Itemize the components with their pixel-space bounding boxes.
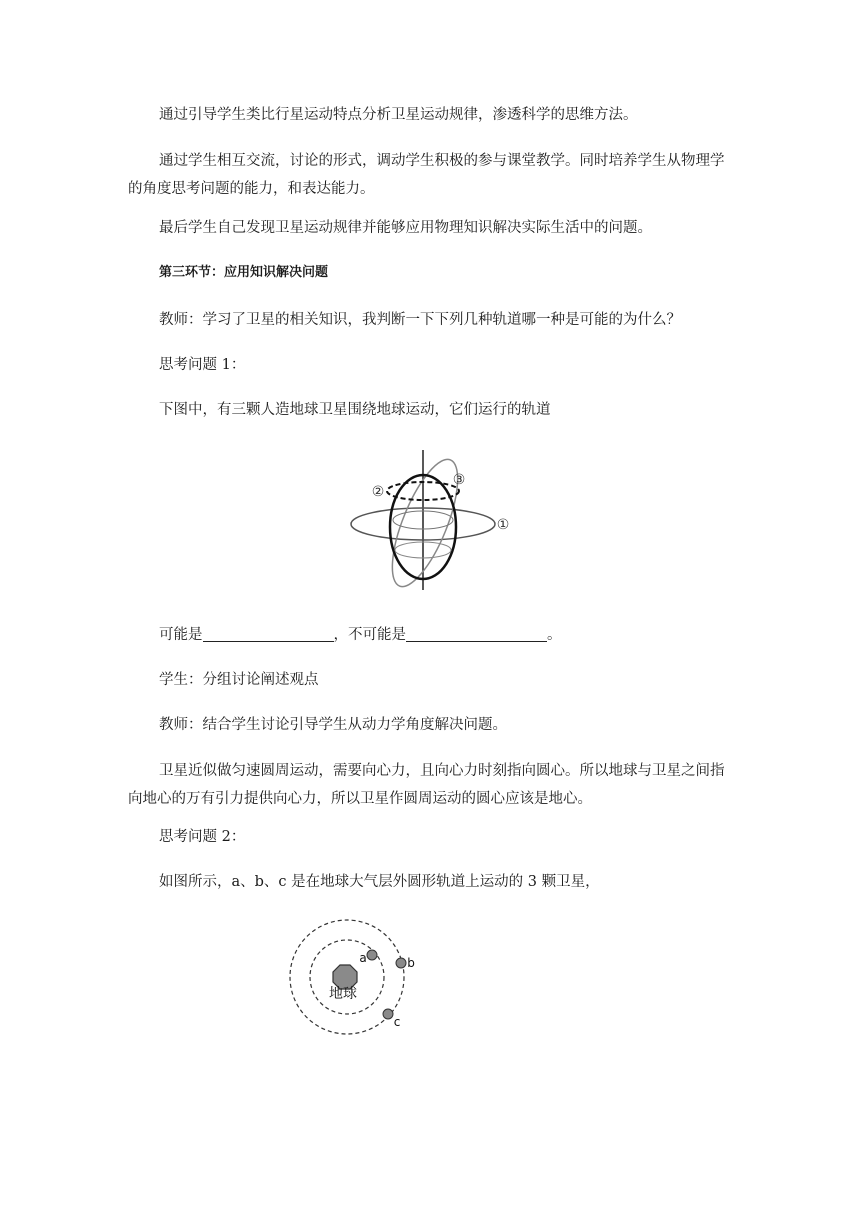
satellites-figure (285, 918, 425, 1038)
satellite-a (367, 950, 377, 960)
orbit-3-label: ③ (452, 472, 466, 488)
impossible-label: ，不可能是 (333, 627, 406, 643)
orbit-1-label: ① (496, 517, 510, 533)
satellite-c-label: c (393, 1015, 401, 1029)
question-1-text: 下图中，有三颗人造地球卫星围绕地球运动，它们运行的轨道 (159, 402, 551, 418)
satellite-a-label: a (359, 951, 367, 965)
paragraph-student: 学生：分组讨论阐述观点 (159, 672, 319, 688)
paragraph-explanation: 卫星近似做匀速圆周运动，需要向心力，且向心力时刻指向圆心。所以地球与卫星之间指向地心的万有引力提供向心力，所以卫星作圆周运动的圆心应该是地心。 (128, 763, 725, 807)
orbit-2-label: ② (371, 484, 385, 500)
impossible-blank[interactable] (406, 625, 547, 642)
question-1-title: 思考问题 1： (159, 357, 246, 373)
satellite-b (396, 958, 406, 968)
paragraph-teacher-guide: 教师：结合学生讨论引导学生从动力学角度解决问题。 (159, 717, 507, 733)
possible-label: 可能是 (159, 627, 203, 643)
fill-in-line (128, 621, 728, 649)
satellite-c (383, 1009, 393, 1019)
paragraph-discussion: 通过学生相互交流，讨论的形式，调动学生积极的参与课堂教学。同时培养学生从物理学的角度思考问题的能力，和表达能力。 (128, 153, 725, 197)
paragraph-analogy: 通过引导学生类比行星运动特点分析卫星运动规律，渗透科学的思维方法。 (159, 107, 638, 123)
earth-label: 地球 (329, 986, 357, 1002)
orbits-figure (345, 448, 520, 593)
question-2-title: 思考问题 2： (159, 829, 246, 845)
paragraph-discover: 最后学生自己发现卫星运动规律并能够应用物理知识解决实际生活中的问题。 (159, 220, 652, 236)
satellite-b-label: b (407, 956, 415, 970)
question-2-text: 如图所示，a、b、c 是在地球大气层外圆形轨道上运动的 3 颗卫星， (159, 874, 600, 890)
section-heading: 第三环节：应用知识解决问题 (159, 265, 329, 280)
paragraph-teacher-question: 教师：学习了卫星的相关知识，我判断一下下列几种轨道哪一种是可能的为什么？ (159, 312, 681, 328)
possible-blank[interactable] (203, 625, 334, 642)
period: 。 (547, 627, 562, 643)
